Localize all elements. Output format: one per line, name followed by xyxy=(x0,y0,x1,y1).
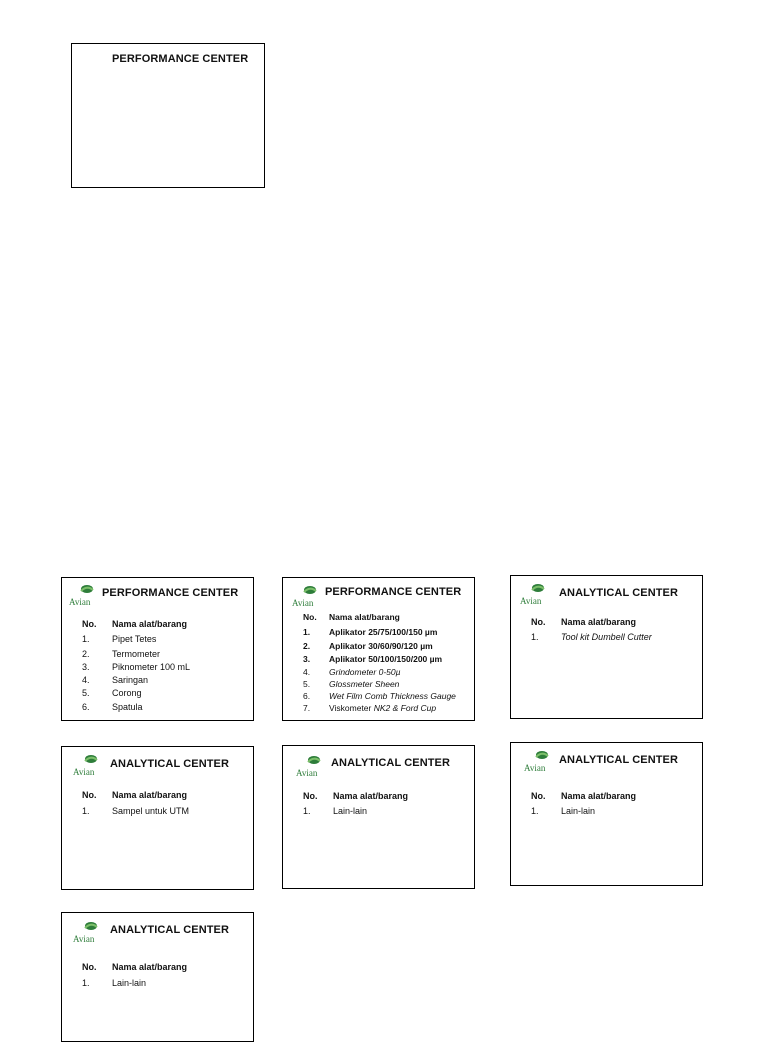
item-name: Viskometer xyxy=(329,703,374,713)
svg-text:Avian: Avian xyxy=(292,598,314,608)
card-title: ANALYTICAL CENTER xyxy=(110,758,230,770)
avian-logo-icon xyxy=(523,748,551,776)
card-analytical-center-2 xyxy=(61,746,254,890)
table-header xyxy=(82,619,187,629)
list-item xyxy=(82,675,148,685)
item-no: 1. xyxy=(531,632,539,642)
item-name: Tool kit Dumbell Cutter xyxy=(561,632,652,642)
item-name: Wet Film Comb Thickness Gauge xyxy=(329,691,456,701)
item-name: Spatula xyxy=(112,702,143,712)
svg-text:Avian: Avian xyxy=(73,767,95,777)
avian-logo-icon xyxy=(68,582,96,610)
card-performance-center-2 xyxy=(282,577,475,721)
avian-logo-icon xyxy=(72,919,100,947)
list-item xyxy=(303,627,437,637)
item-name: Saringan xyxy=(112,675,149,685)
list-item xyxy=(303,667,401,677)
header-no: No. xyxy=(82,790,97,800)
item-no: 2. xyxy=(303,641,311,651)
item-name-detail: NK2 & Ford Cup xyxy=(373,703,437,713)
item-no: 1. xyxy=(82,978,90,988)
list-item xyxy=(82,702,143,712)
list-item xyxy=(531,632,652,642)
card-title: ANALYTICAL CENTER xyxy=(110,924,230,936)
item-no: 3. xyxy=(303,654,311,664)
header-name: Nama alat/barang xyxy=(561,791,637,801)
list-item xyxy=(82,634,156,644)
item-no: 1. xyxy=(303,627,311,637)
svg-text:Avian: Avian xyxy=(524,763,546,773)
list-item xyxy=(303,654,442,664)
table-header xyxy=(531,617,636,627)
header-name: Nama alat/barang xyxy=(329,612,400,622)
card-title: ANALYTICAL CENTER xyxy=(331,757,451,769)
svg-text:Avian: Avian xyxy=(520,596,542,606)
item-name: Lain-lain xyxy=(333,806,368,816)
item-no: 2. xyxy=(82,649,90,659)
table-header xyxy=(303,612,400,622)
item-no: 1. xyxy=(82,806,90,816)
header-no: No. xyxy=(303,791,318,801)
card-title: PERFORMANCE CENTER xyxy=(112,53,249,65)
list-item xyxy=(82,662,190,672)
card-performance-center-1 xyxy=(61,577,254,721)
header-no: No. xyxy=(82,619,97,629)
item-no: 5. xyxy=(82,688,90,698)
svg-text:Avian: Avian xyxy=(69,597,91,607)
svg-text:Avian: Avian xyxy=(296,768,318,778)
item-name: Aplikator 50/100/150/200 µm xyxy=(329,654,443,664)
header-name: Nama alat/barang xyxy=(112,790,188,800)
item-no: 1. xyxy=(82,634,90,644)
header-name: Nama alat/barang xyxy=(333,791,409,801)
header-name: Nama alat/barang xyxy=(561,617,637,627)
item-name: Piknometer 100 mL xyxy=(112,662,191,672)
item-name: Grindometer 0-50µ xyxy=(329,667,401,677)
item-no: 4. xyxy=(303,667,311,677)
avian-logo-icon xyxy=(295,753,323,781)
card-title: ANALYTICAL CENTER xyxy=(559,754,679,766)
item-name: Glossmeter Sheen xyxy=(329,679,400,689)
list-item xyxy=(303,691,456,701)
list-item xyxy=(82,649,160,659)
item-name: Corong xyxy=(112,688,142,698)
list-item xyxy=(303,806,367,816)
card-analytical-center-1 xyxy=(510,575,703,719)
header-no: No. xyxy=(82,962,97,972)
table-header xyxy=(531,791,636,801)
item-name: Aplikator 25/75/100/150 µm xyxy=(329,627,438,637)
item-no: 1. xyxy=(531,806,539,816)
list-item xyxy=(303,703,436,713)
card-performance-center-empty xyxy=(71,43,265,188)
list-item xyxy=(303,679,399,689)
item-name: Sampel untuk UTM xyxy=(112,806,190,816)
header-name: Nama alat/barang xyxy=(112,619,188,629)
header-name: Nama alat/barang xyxy=(112,962,188,972)
list-item xyxy=(531,806,595,816)
avian-logo-icon xyxy=(519,581,547,609)
table-header xyxy=(82,790,187,800)
item-name: Lain-lain xyxy=(112,978,147,988)
item-no: 6. xyxy=(303,691,311,701)
card-analytical-center-5 xyxy=(61,912,254,1042)
item-no: 4. xyxy=(82,675,90,685)
card-title: ANALYTICAL CENTER xyxy=(559,587,679,599)
item-no: 5. xyxy=(303,679,311,689)
header-no: No. xyxy=(531,791,546,801)
card-analytical-center-3 xyxy=(282,745,475,889)
item-name: Lain-lain xyxy=(561,806,596,816)
table-header xyxy=(303,791,408,801)
header-no: No. xyxy=(303,612,317,622)
list-item xyxy=(82,688,142,698)
list-item xyxy=(82,806,189,816)
item-name: Pipet Tetes xyxy=(112,634,157,644)
item-name: Termometer xyxy=(112,649,161,659)
card-title: PERFORMANCE CENTER xyxy=(325,586,462,598)
card-analytical-center-4 xyxy=(510,742,703,886)
svg-text:Avian: Avian xyxy=(73,934,95,944)
item-no: 6. xyxy=(82,702,90,712)
avian-logo-icon xyxy=(291,583,319,611)
header-no: No. xyxy=(531,617,546,627)
list-item xyxy=(82,978,146,988)
list-item xyxy=(303,641,433,651)
item-no: 3. xyxy=(82,662,90,672)
item-no: 7. xyxy=(303,703,311,713)
item-no: 1. xyxy=(303,806,311,816)
table-header xyxy=(82,962,187,972)
avian-logo-icon xyxy=(72,752,100,780)
item-name: Aplikator 30/60/90/120 µm xyxy=(329,641,433,651)
card-title: PERFORMANCE CENTER xyxy=(102,587,239,599)
